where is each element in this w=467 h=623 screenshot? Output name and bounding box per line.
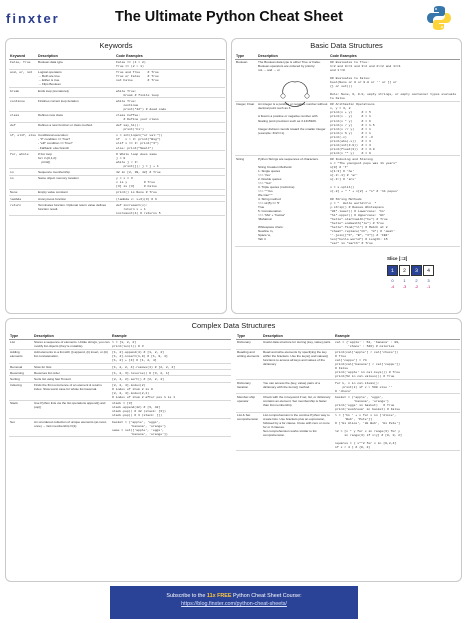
type-cell: Indexing [9, 382, 33, 400]
col-description: Description [262, 333, 334, 339]
description-cell: An integer is a positive or negative number without decimal point such as 3. A float is a positive or negative number with floating point precision such as 3.1415926. Integer division rounds toward the smaller integer (example: 3//2==1). [257, 101, 329, 155]
table-row [9, 151, 225, 169]
keywords-title: Keywords [99, 41, 133, 50]
slice-index: 2 [415, 278, 418, 283]
slice-illustration [385, 256, 447, 292]
description-cell: The Boolean data type is either True or False. Boolean operators are ordered by priority: not → and → or [257, 59, 329, 101]
col-code-examples: Code Examples [329, 53, 460, 59]
description-cell: Empty value constant [37, 189, 115, 195]
type-cell: Member-ship operator [236, 394, 262, 412]
slice-label: Slice [::2] [387, 256, 408, 261]
keywords-table [9, 53, 225, 216]
description-cell: Finds the first occurrence of an element & returns index. Slow worst case for whole list traversal. [33, 382, 111, 400]
table-row [9, 400, 231, 418]
code-example-cell: l = ['hi ' + x for x in ['Alice', 'Bob', 'Pete']] # ['Hi Alice', 'Hi Bob', 'Hi Pete'] l2 = [x * y for x in range(3) for y in range(3) if x>y] # [0, 0, 2] squares = { x**2 for x in [0,2,4] if x < 4 } # {0, 4} [334, 412, 460, 450]
code-example-cell: False == (1 > 2) True == (2 > 1) [115, 59, 225, 69]
code-example-cell: # While loop does same j = 0 while j < 3: print(j); j = j + 1 [115, 151, 225, 169]
slice-cell: 4 [423, 265, 434, 276]
table-row [9, 98, 225, 112]
code-example-cell: def say_hi(): print('hi') [115, 122, 225, 132]
table-row [9, 175, 225, 189]
slice-neg-index: -2 [414, 284, 419, 289]
description-cell: Ends loop prematurely [37, 87, 115, 97]
type-cell: List & Set comprehension [236, 412, 262, 450]
table-row [236, 349, 460, 379]
col-description: Description [37, 53, 115, 59]
header [0, 0, 467, 36]
slice-neg-index: -4 [390, 284, 395, 289]
description-cell: Python Strings are sequences of characters. String Creation Methods: 1. Single quotes >>> 'Yes' 2. Double quotes >>> "Yes" 3. Triple quotes (multi-line) >>> """Yes We Can""" 4. String method >>> str(5) == '5' True 5. Concatenation >>> "Ma" + "hatma" 'Mahatma' Whitespace chars: Newline \n, Space \s, Tab \t [257, 156, 329, 247]
type-cell: is [9, 175, 37, 189]
col-type: Type [235, 53, 257, 59]
table-row [9, 112, 225, 122]
code-example-cell: ## Arithmetic Operations x, y = 3, 2 print(x + y) # = 5 print(x - y) # = 1 print(x * y) # = 6 print(x / y) # = 1.5 print(x // y) # = 1 print(x % y) # = 1 print(-x) # = -3 print(abs(-x)) # = 3 print(int(3.9)) # = 3 print(float(3)) # = 3.0 print(x ** y) # = 9 [329, 101, 460, 155]
type-cell: Stack [9, 400, 33, 418]
col-type: Type [236, 333, 262, 339]
description-cell: An unordered collection of unique elements (at-most-once) → fast membership O(1) [33, 419, 111, 437]
col-keyword: Keyword [9, 53, 37, 59]
description-cell: Read and write elements by specifying the key within the brackets. Use the keys() and values() functions to access all keys and values of the dictionary [262, 349, 334, 379]
type-cell: Set [9, 419, 33, 437]
code-example-cell: [1, 2, 2, 4].remove(1) # [2, 2, 4] [111, 363, 231, 369]
description-cell: Useful data structure for storing (key, value) pairs [262, 339, 334, 349]
complex-right-table [236, 333, 460, 451]
type-cell: Sorting [9, 376, 33, 382]
subscribe-text: Subscribe to the 11x FREE Python Cheat Sheet Course: [166, 593, 302, 599]
table-row [236, 394, 460, 412]
code-example-cell: x = int(input("ur val:")) if x > 3: print("Big") elif x == 3: print("3") else: print("Small") [115, 132, 225, 150]
code-example-cell: l = [1, 2, 2] print(len(l)) # 3 [111, 339, 231, 349]
table-row [235, 101, 460, 155]
code-example-cell: cal = {'apple' : 52, 'banana' : 89, 'choco' : 546} # calories [334, 339, 460, 349]
type-cell: if, elif, else [9, 132, 37, 150]
table-row [9, 202, 225, 216]
table-row [236, 412, 460, 450]
col-description: Description [33, 333, 111, 339]
slice-cell: 3 [411, 265, 422, 276]
type-cell: List [9, 339, 33, 349]
description-cell: Same object memory location [37, 175, 115, 189]
type-cell: False, True [9, 59, 37, 69]
description-cell: Logical operators → Both are true → Either is true → Flips Boolean [37, 69, 115, 87]
type-cell: Dictionary Iteration [236, 380, 262, 394]
code-example-cell: (lambda x: x+3)(3) # 6 [115, 196, 225, 202]
complex-data-structures-panel [5, 318, 462, 582]
complex-left-table [9, 333, 231, 437]
table-row [236, 380, 460, 394]
slice-neg-index: -1 [426, 284, 431, 289]
description-cell: Sorts list using fast Timsort [33, 376, 111, 382]
type-cell: for, while [9, 151, 37, 169]
table-row [235, 59, 460, 101]
type-cell: break [9, 87, 37, 97]
basic-title: Basic Data Structures [310, 41, 383, 50]
code-example-cell: class Coffee: # Define your class [115, 112, 225, 122]
slice-cell: 1 [387, 265, 398, 276]
description-cell: Boolean data type [37, 59, 115, 69]
finxter-logo[interactable]: finxter [6, 11, 60, 26]
description-cell: Defines new class [37, 112, 115, 122]
col-example: Example [111, 333, 231, 339]
slice-index: 1 [403, 278, 406, 283]
col-type: Type [9, 333, 33, 339]
code-example-cell: while True: continue print("42") # dead code [115, 98, 225, 112]
table-row [9, 419, 231, 437]
table-row [9, 69, 225, 87]
table-row [9, 339, 231, 349]
col-example: Example [334, 333, 460, 339]
operator-priority-diagram [277, 74, 313, 118]
code-example-cell: basket = {'apple', 'eggs', 'banana', 'orange'} print('eggs' in basket) # True print('mushroom' in basket) # False [334, 394, 460, 412]
page-title: The Ultimate Python Cheat Sheet [115, 9, 344, 25]
type-cell: Removal [9, 363, 33, 369]
slice-cell: 2 [399, 265, 410, 276]
type-cell: return [9, 202, 37, 216]
table-row [235, 156, 460, 247]
code-example-cell: ## Indexing and Slicing s = "The youngest pope was 11 years" s[0] # 'T' s[1:3] # 'he' s[-3:-1] # 'ar' s[-3:] # 'ars' x = s.split() x[-2] + " " + x[2] + "s" # '11 popes' ## String Methods y = " Hello world\t\n " y.strip() # Remove Whitespace "HI".lower() # Lowercase: 'hi' "hi".upper() # Uppercase: 'HI' "hello".startswith("he") # True "hello".endswith("lo") # True "hello".find("ll") # Match at 2 "cheat".replace("ch", "m") # 'meat' ''.join(["F", "B", "I"]) # 'FBI' len("hello world") # Length: 15 "ear" in "earth" # True [329, 156, 460, 247]
type-cell: Dictionary [236, 339, 262, 349]
description-cell: Slow for lists [33, 363, 111, 369]
code-example-cell: print() is None # True [115, 189, 225, 195]
python-logo-icon [426, 5, 452, 31]
description-cell: Anonymous function [37, 196, 115, 202]
code-example-cell: for k, v in cal.items(): print(k) if v > 500 else '' # 'choco' [334, 380, 460, 394]
subscribe-banner[interactable] [110, 586, 358, 619]
table-row [9, 382, 231, 400]
description-cell: Finishes current loop iteration [37, 98, 115, 112]
code-example-cell: True and True # True True or False # True not False # True [115, 69, 225, 87]
code-example-cell: [2, 2, 4].index(2) # index of item 2 is 0 [2, 2, 4].index(2,1) # index of item 2 after pos 1 is 1 [111, 382, 231, 400]
subscribe-link[interactable]: https://blog.finxter.com/python-cheat-sheets/ [181, 601, 287, 608]
description-cell: Check with the in keyword if set, list, or dictionary contains an element. Set membership is faster than list membership. [262, 394, 334, 412]
basic-table [235, 53, 460, 247]
table-row [236, 339, 460, 349]
type-cell: Reversing [9, 370, 33, 376]
description-cell: Defines a new function or class method. [37, 122, 115, 132]
type-cell: String [235, 156, 257, 247]
type-cell: None [9, 189, 37, 195]
slice-index: 3 [427, 278, 430, 283]
code-example-cell: [2, 4, 2].sort() # [2, 2, 4] [111, 376, 231, 382]
slice-neg-index: -3 [402, 284, 407, 289]
table-row [9, 132, 225, 150]
type-cell: lambda [9, 196, 37, 202]
type-cell: in [9, 169, 37, 175]
code-example-cell: ## Evaluates to True: 1<2 and 0<=1 and 3>2 and 2>=2 and 1==1 and 1!=0 ## Evaluates to False: bool(None or 0 or 0.0 or '' or [] or {} or set()) Rule: None, 0, 0.0, empty strings, or empty container types evaluate to False [329, 59, 460, 101]
code-example-cell: basket = {'apple', 'eggs', 'banana', 'orange'} same = set(['apple', 'eggs', 'banana', 'orange']) [111, 419, 231, 437]
type-cell: Reading and writing elements [236, 349, 262, 379]
code-example-cell: while True: break # finite loop [115, 87, 225, 97]
table-row [9, 349, 231, 363]
description-cell: List comprehension is the concise Python way to create lists. Use brackets plus an expression, followed by a for clause. Close with zero or more for or if clauses. Set comprehension works similar to list comprehension. [262, 412, 334, 450]
table-row [9, 87, 225, 97]
description-cell: Reverses list order [33, 370, 111, 376]
code-example-cell: [1, 2].append(4) # [1, 2, 4] [1, 4].insert(1,9) # [1, 9, 4] [1, 2] + [4] # [1, 2, 4] [111, 349, 231, 363]
code-example-cell: [1, 2, 3].reverse() # [3, 2, 1] [111, 370, 231, 376]
type-cell: Integer, Float [235, 101, 257, 155]
description-cell: You can access the (key, value) pairs of a dictionary with the items() method. [262, 380, 334, 394]
col-code-examples: Code Examples [115, 53, 225, 59]
type-cell: and, or, not [9, 69, 37, 87]
code-example-cell: y = x = 3 x is y # True [3] is [3] # False [115, 175, 225, 189]
code-example-cell: 42 in [2, 39, 42] # True [115, 169, 225, 175]
keywords-panel [5, 38, 227, 314]
col-description: Description [257, 53, 329, 59]
table-row [9, 122, 225, 132]
table-row [9, 59, 225, 69]
code-example-cell: stack = [3] stack.append(42) # [3, 42] stack.pop() # 42 (stack: [3]) stack.pop() # 3 (stack: []) [111, 400, 231, 418]
description-cell: Stores a sequence of elements. Unlike strings, you can modify list objects (they're mutable). [34, 340, 111, 349]
type-cell: def [9, 122, 37, 132]
type-cell: Adding elements [9, 349, 33, 363]
code-example-cell: print(cal['apple'] < cal['choco']) # True cal['cappu'] = 74 print(cal['banana'] < cal['cappu']) # False print('apple' in cal.keys()) # True print(52 in cal.values()) # True [334, 349, 460, 379]
description-cell: Use Python lists via the list operations append() and pop() [33, 400, 111, 418]
code-example-cell: def increment(x): return x + 1 increment(4) # returns 5 [115, 202, 225, 216]
description-cell: Conditional execution: - "if" condition == True? - "elif" condition == True? - Fallback: else branch [37, 132, 115, 150]
complex-title: Complex Data Structures [191, 321, 276, 330]
type-cell: class [9, 112, 37, 122]
description-cell: Terminates function. Optional return value defines function result. [37, 202, 115, 216]
slice-index: 0 [391, 278, 394, 283]
description-cell: Add elements to a list with (i) append, (ii) insert, or (iii) list concatenation. [33, 349, 111, 363]
description-cell: # For loop for i in [0,1,2]: print(i) [37, 151, 115, 169]
type-cell: Boolean [235, 59, 257, 101]
description-cell: Sequence membership [37, 169, 115, 175]
type-cell: continue [9, 98, 37, 112]
